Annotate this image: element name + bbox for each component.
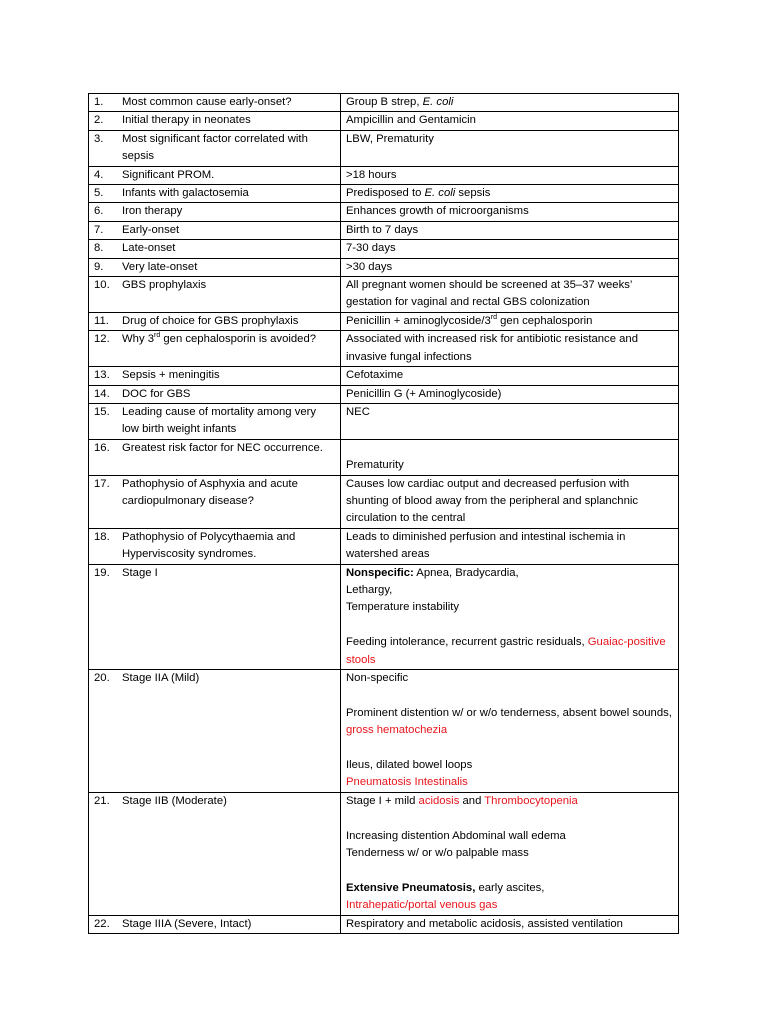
table-row (89, 475, 679, 528)
question-text: Iron therapy (122, 205, 183, 218)
spacer (346, 740, 674, 757)
answer-bold: Extensive Pneumatosis, (346, 881, 476, 894)
row-number: 17. (94, 477, 110, 490)
row-number: 12. (94, 333, 110, 346)
question-cell (89, 331, 341, 367)
answer-line: Lethargy, (346, 583, 393, 596)
answer-cell (341, 312, 679, 330)
question-text: Stage IIIA (Severe, Intact) (122, 917, 252, 930)
answer-cell: All pregnant women should be screened at 35–37 weeks’ gestation for vaginal and rectal GBS colonization (341, 277, 679, 313)
answer-text: sepsis (455, 187, 491, 200)
question-cell (89, 185, 341, 203)
question-text: Infants with galactosemia (122, 187, 249, 200)
question-cell (89, 221, 341, 239)
row-number: 14. (94, 387, 110, 400)
question-text: Most common cause early-onset? (122, 96, 292, 108)
question-text: Stage IIB (Moderate) (122, 794, 227, 807)
question-text: Greatest risk factor for NEC occurrence. (122, 441, 323, 454)
answer-cell (341, 564, 679, 669)
answer-text: Group B strep, (346, 96, 423, 108)
answer-line: Increasing distention Abdominal wall edema (346, 829, 566, 842)
table-row (89, 367, 679, 385)
answer-cell: Birth to 7 days (341, 221, 679, 239)
answer-cell (341, 94, 679, 112)
answer-cell: Causes low cardiac output and decreased perfusion with shunting of blood away from the peripheral and splanchnic circulation to the central (341, 475, 679, 528)
highlight-text: acidosis (418, 794, 460, 807)
answer-cell: >18 hours (341, 166, 679, 184)
answer-cell: Penicillin G (+ Aminoglycoside) (341, 385, 679, 403)
question-part: Why 3 (122, 333, 155, 346)
answer-text: Penicillin + aminoglycoside/3 (346, 314, 491, 327)
qa-table (88, 93, 679, 934)
table-row (89, 792, 679, 915)
answer-line (346, 634, 674, 669)
superscript: rd (154, 332, 161, 340)
table-row (89, 669, 679, 792)
question-cell (89, 439, 341, 475)
answer-line: Ileus, dilated bowel loops (346, 758, 473, 771)
question-cell (89, 385, 341, 403)
row-number: 5. (94, 187, 104, 200)
question-text: Pathophysio of Polycythaemia and Hyperviscosity syndromes. (122, 530, 296, 561)
row-number: 18. (94, 530, 110, 543)
answer-cell (341, 439, 679, 475)
answer-text: gen cephalosporin (496, 314, 593, 327)
answer-label: Nonspecific: (346, 566, 414, 579)
spacer (346, 862, 674, 879)
answer-cell: Cefotaxime (341, 367, 679, 385)
table-row (89, 166, 679, 184)
table-row (89, 331, 679, 367)
table-row (89, 312, 679, 330)
question-text: Leading cause of mortality among very low birth weight infants (122, 405, 317, 436)
answer-text: Prematurity (346, 459, 404, 472)
spacer (346, 617, 674, 634)
question-text (122, 331, 336, 348)
question-text: Very late-onset (122, 260, 198, 273)
row-number: 2. (94, 114, 104, 127)
row-number: 13. (94, 369, 110, 382)
answer-line (346, 705, 674, 740)
answer-cell: NEC (341, 403, 679, 439)
answer-text: Feeding intolerance, recurrent gastric residuals, (346, 636, 588, 649)
answer-line: Tenderness w/ or w/o palpable mass (346, 846, 529, 859)
answer-cell: Enhances growth of microorganisms (341, 203, 679, 221)
answer-text: Prominent distention w/ or w/o tenderness, absent bowel sounds, (346, 706, 672, 719)
question-cell (89, 528, 341, 564)
question-part: gen cephalosporin is avoided? (160, 333, 317, 346)
spacer (346, 810, 674, 827)
answer-cell (341, 669, 679, 792)
question-cell (89, 277, 341, 313)
answer-text: early ascites, (475, 881, 545, 894)
table-row (89, 185, 679, 203)
question-cell (89, 258, 341, 276)
answer-line: Temperature instability (346, 601, 460, 614)
row-number: 1. (94, 96, 104, 108)
answer-cell: Leads to diminished perfusion and intestinal ischemia in watershed areas (341, 528, 679, 564)
table-row (89, 203, 679, 221)
row-number: 6. (94, 205, 104, 218)
spacer (346, 440, 674, 457)
row-number: 10. (94, 279, 110, 292)
row-number: 16. (94, 441, 110, 454)
highlight-text: Intrahepatic/portal venous gas (346, 899, 498, 912)
answer-italic: E. coli (424, 187, 456, 200)
question-cell (89, 564, 341, 669)
question-text: Early-onset (122, 223, 180, 236)
table-row (89, 564, 679, 669)
question-text: Late-onset (122, 242, 176, 255)
question-cell (89, 240, 341, 258)
question-cell (89, 915, 341, 933)
table-row (89, 528, 679, 564)
answer-italic: E. coli (422, 96, 454, 108)
row-number: 9. (94, 260, 104, 273)
highlight-text: Thrombocytopenia (484, 794, 578, 807)
question-cell (89, 792, 341, 915)
question-text: DOC for GBS (122, 387, 191, 400)
highlight-text: Pneumatosis Intestinalis (346, 776, 468, 789)
answer-text: Apnea, Bradycardia, (413, 566, 519, 579)
spacer (346, 687, 674, 704)
table-row (89, 385, 679, 403)
answer-cell (341, 185, 679, 203)
row-number: 19. (94, 566, 110, 579)
answer-cell (341, 792, 679, 915)
row-number: 3. (94, 132, 104, 145)
question-text: Most significant factor correlated with sepsis (122, 132, 308, 163)
question-text: Stage IIA (Mild) (122, 671, 200, 684)
answer-text: Stage I + mild (346, 794, 419, 807)
question-text: Pathophysio of Asphyxia and acute cardiopulmonary disease? (122, 477, 298, 507)
answer-cell: LBW, Prematurity (341, 130, 679, 166)
question-cell (89, 403, 341, 439)
table-row (89, 258, 679, 276)
question-text: Initial therapy in neonates (122, 114, 251, 127)
question-text: GBS prophylaxis (122, 279, 207, 292)
row-number: 20. (94, 671, 110, 684)
table-row (89, 439, 679, 475)
answer-line (346, 565, 674, 582)
table-row (89, 915, 679, 933)
superscript: rd (490, 314, 497, 322)
question-cell (89, 312, 341, 330)
question-cell (89, 669, 341, 792)
question-text: Stage I (122, 566, 158, 579)
row-number: 11. (94, 314, 109, 327)
answer-cell: 7-30 days (341, 240, 679, 258)
question-text: Significant PROM. (122, 168, 215, 181)
row-number: 7. (94, 223, 104, 236)
answer-line (346, 793, 674, 810)
question-text: Drug of choice for GBS prophylaxis (122, 314, 299, 327)
table-row (89, 112, 679, 130)
answer-cell: Ampicillin and Gentamicin (341, 112, 679, 130)
answer-cell: Associated with increased risk for antibiotic resistance and invasive fungal infections (341, 331, 679, 367)
row-number: 4. (94, 168, 104, 181)
answer-text: and (459, 794, 485, 807)
question-cell (89, 367, 341, 385)
answer-line (346, 880, 674, 897)
highlight-text: gross hematochezia (346, 724, 448, 737)
question-text: Sepsis + meningitis (122, 369, 220, 382)
row-number: 21. (94, 794, 110, 807)
question-cell (89, 112, 341, 130)
row-number: 15. (94, 405, 110, 418)
question-cell (89, 203, 341, 221)
table-row (89, 277, 679, 313)
question-cell (89, 475, 341, 528)
highlight-text: Guaiac-positive stools (346, 636, 666, 666)
row-number: 22. (94, 917, 110, 930)
question-cell (89, 166, 341, 184)
table-row (89, 94, 679, 112)
answer-cell: >30 days (341, 258, 679, 276)
table-row (89, 221, 679, 239)
table-row (89, 240, 679, 258)
row-number: 8. (94, 242, 104, 255)
answer-text: Predisposed to (346, 187, 425, 200)
answer-cell: Respiratory and metabolic acidosis, assisted ventilation (341, 915, 679, 933)
table-row (89, 403, 679, 439)
answer-line: Non-specific (346, 671, 409, 684)
question-cell (89, 94, 341, 112)
table-row (89, 130, 679, 166)
question-cell (89, 130, 341, 166)
